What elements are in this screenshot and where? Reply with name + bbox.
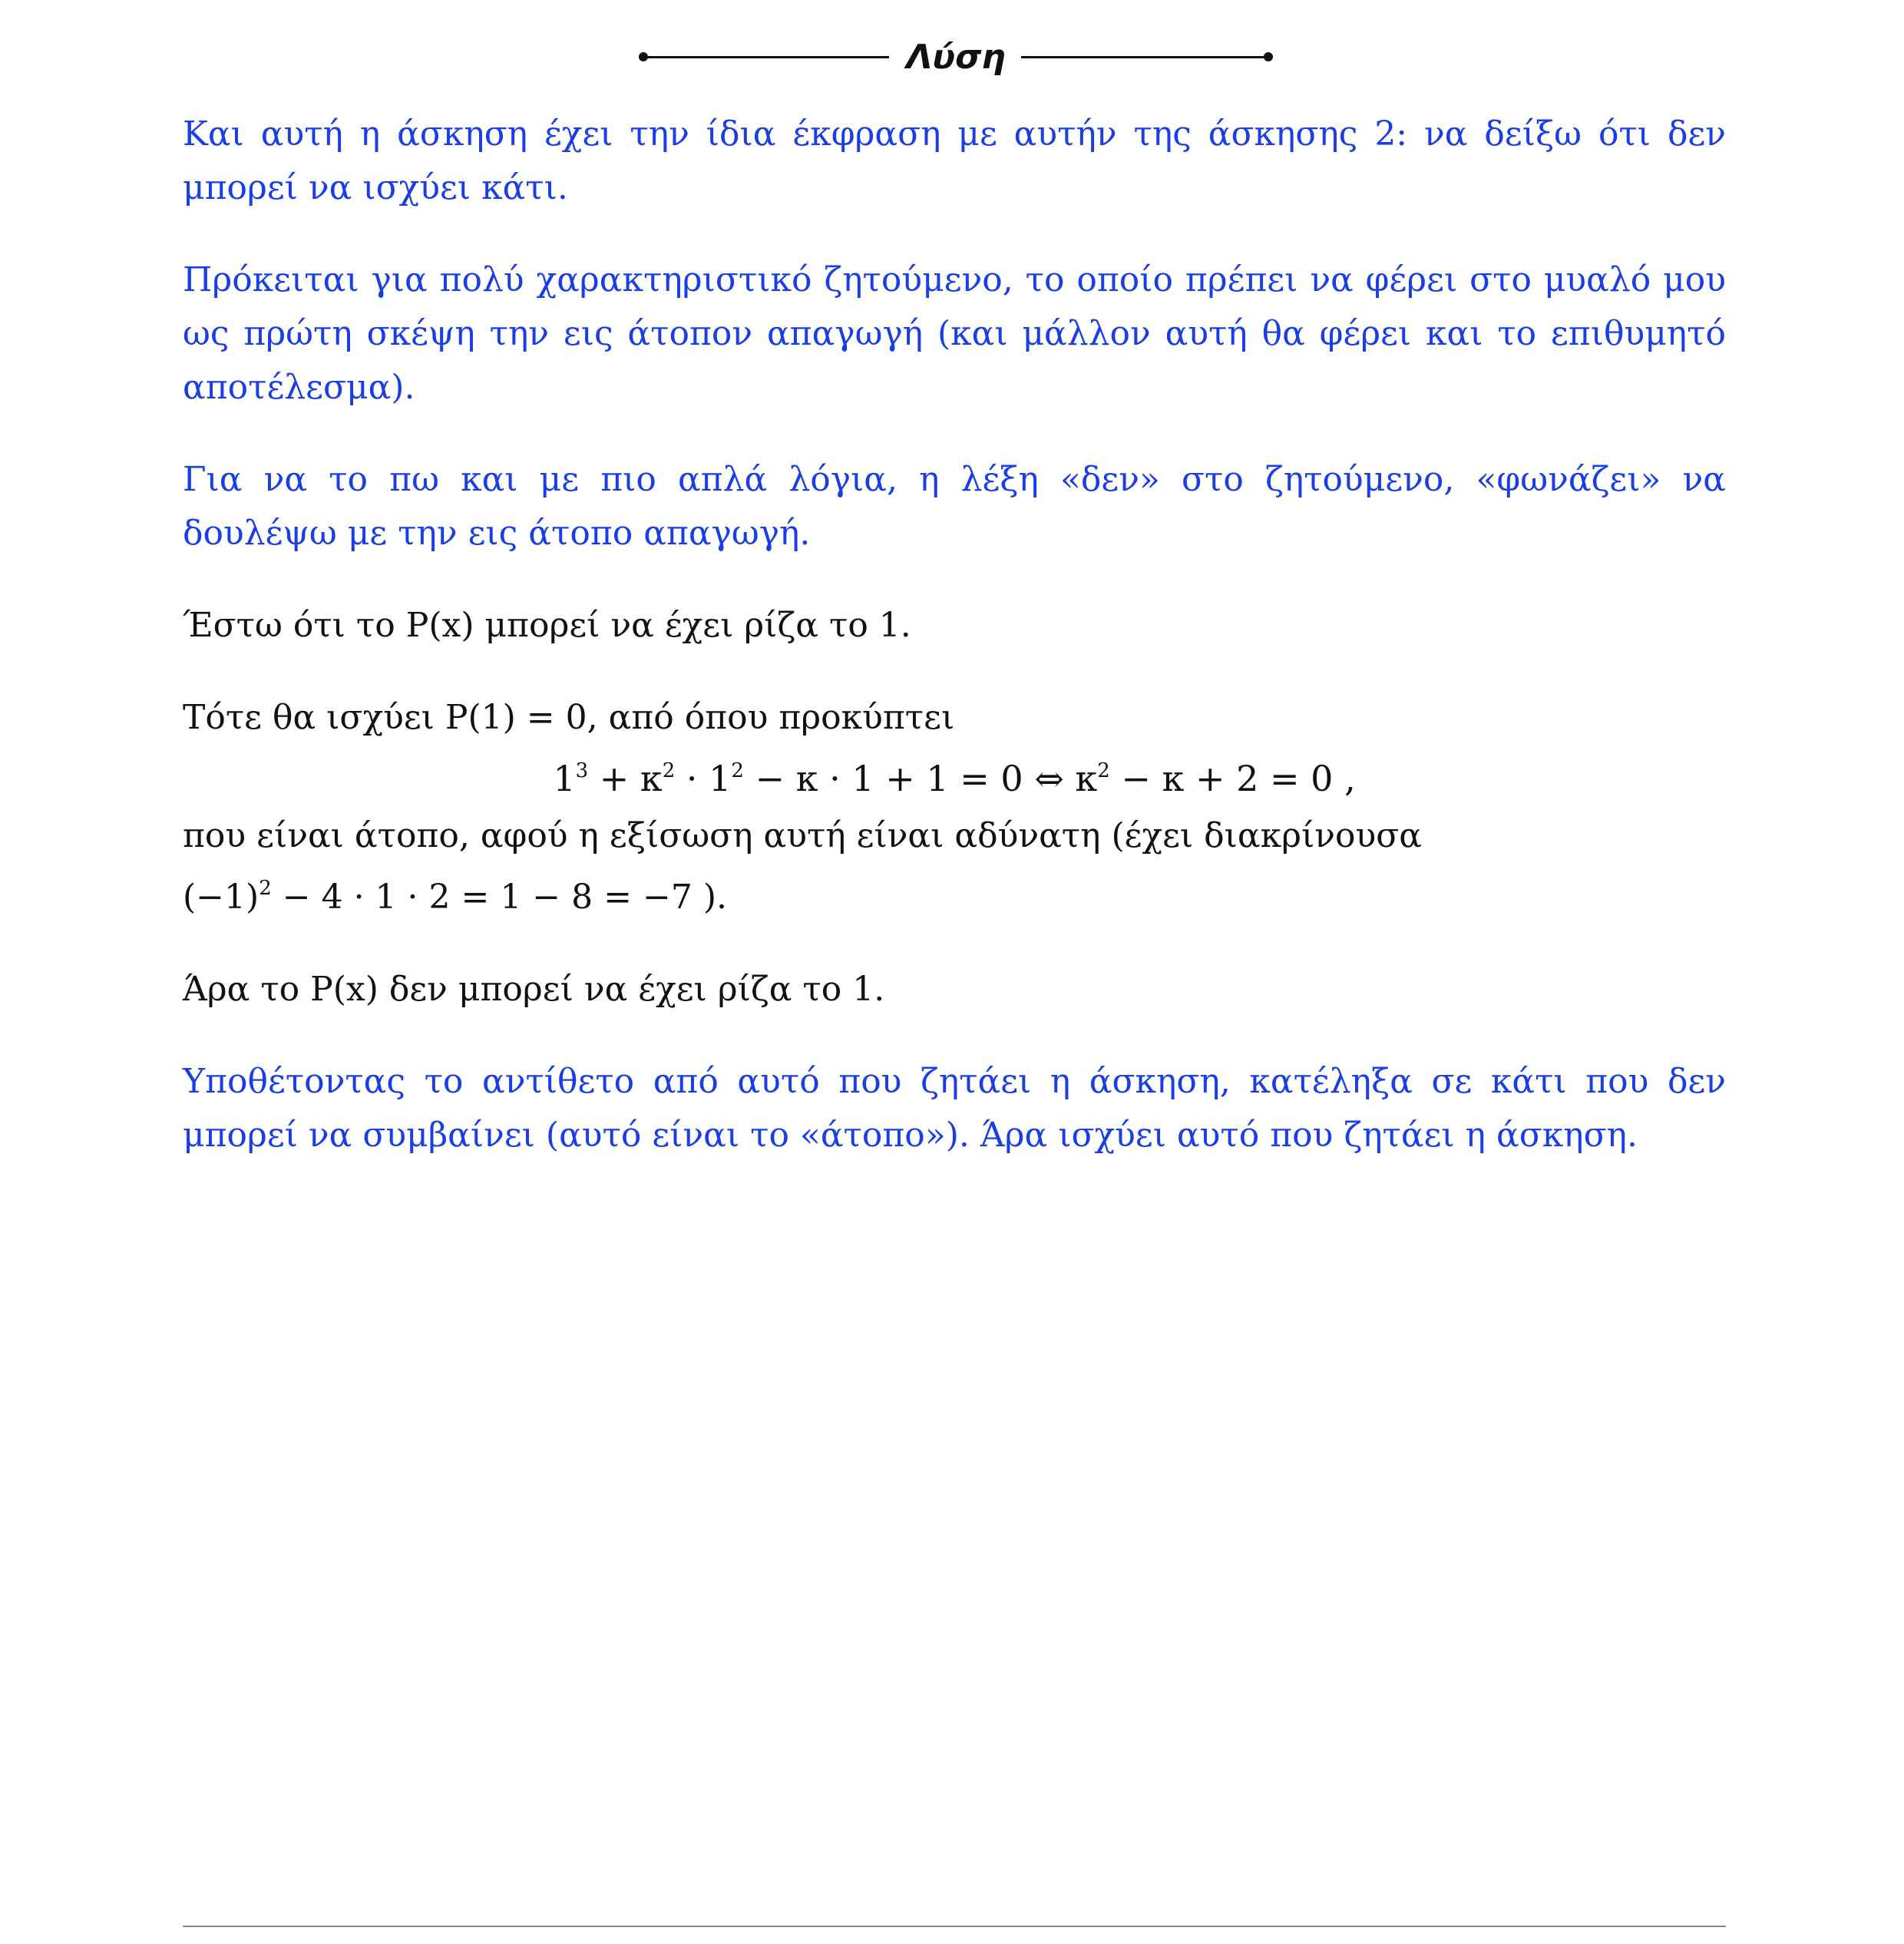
commentary-paragraph-2: Πρόκειται για πολύ χαρακτηριστικό ζητούμενο, το οποίο πρέπει να φέρει στο μυαλό μου ως πρώτη σκέψη την εις άτοπον απαγωγή (και μάλλον αυτή θα φέρει και το επιθυμητό αποτέλεσμα).	[183, 260, 1726, 407]
discriminant-part-a: (−1)	[183, 878, 259, 917]
discriminant-part-b: − 4 · 1 · 2 = 1 − 8 = −7 ).	[271, 878, 727, 917]
consequence-paragraph	[183, 691, 1726, 745]
footer-rule	[183, 1926, 1726, 1927]
header-right-dot	[1264, 52, 1273, 61]
eq-part-b: + κ	[588, 758, 663, 799]
eq-exp-d: 2	[1097, 759, 1110, 782]
display-equation	[183, 748, 1726, 809]
commentary-paragraph-1: Και αυτή η άσκηση έχει την ίδια έκφραση με αυτήν της άσκησης 2: να δείξω ότι δεν μπορεί να ισχύει κάτι.	[183, 114, 1726, 207]
discriminant-line	[183, 871, 1726, 924]
header-right-rule	[1021, 56, 1267, 58]
section-title: Λύση	[906, 38, 1006, 77]
commentary-paragraph-final: Υποθέτοντας το αντίθετο από αυτό που ζητάει η άσκηση, κατέληξα σε κάτι που δεν μπορεί να συμβαίνει (αυτό είναι το «άτοπο»). Άρα ισχύει αυτό που ζητάει η άσκηση.	[183, 1062, 1726, 1155]
eq-exp-a: 3	[575, 759, 589, 782]
section-header	[0, 31, 1904, 84]
eq-part-d: − κ · 1 + 1 = 0 ⇔ κ	[743, 758, 1098, 799]
eq-exp-c: 2	[731, 759, 744, 782]
eq-exp-b: 2	[662, 759, 676, 782]
eq-part-c: · 1	[675, 758, 732, 799]
commentary-paragraph-3: Για να το πω και με πιο απλά λόγια, η λέξη «δεν» στο ζητούμενο, «φωνάζει» να δουλέψω με την εις άτοπο απαγωγή.	[183, 460, 1726, 553]
header-left-rule	[643, 56, 889, 58]
assumption-paragraph: Έστω ότι το P(x) μπορεί να έχει ρίζα το 1.	[183, 606, 911, 645]
consequence-text-pre: Τότε θα ισχύει	[183, 698, 445, 737]
conclusion-paragraph: Άρα το P(x) δεν μπορεί να έχει ρίζα το 1.	[183, 970, 885, 1009]
solution-body	[183, 107, 1726, 1201]
consequence-text-post: , από όπου προκύπτει	[587, 698, 955, 737]
eq-part-a: 1	[553, 758, 576, 799]
discriminant-exp: 2	[259, 877, 272, 900]
consequence-math: P(1) = 0	[445, 698, 587, 737]
contradiction-paragraph: που είναι άτοπο, αφού η εξίσωση αυτή είναι αδύνατη (έχει διακρίνουσα	[183, 816, 1422, 855]
eq-part-e: − κ + 2 = 0 ,	[1109, 758, 1356, 799]
